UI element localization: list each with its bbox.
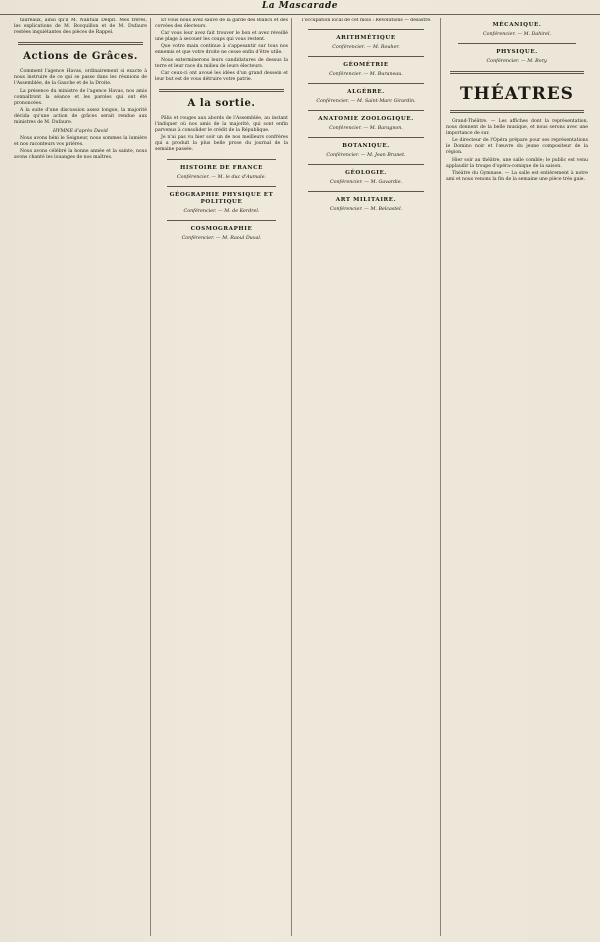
- section-heading: A la sortie.: [187, 97, 256, 109]
- column-rule: [150, 18, 151, 936]
- lecturer-line: Conférencier. — M. Baragnon.: [329, 126, 403, 132]
- section-heading: ARITHMÉTIQUE: [336, 35, 396, 42]
- section-heading: PHYSIQUE.: [496, 49, 538, 55]
- section-heading-theatres: THÉATRES: [460, 84, 574, 104]
- article-paragraph: Car vous leur avez fait trouver le bon et avez réveillé une plage à secouer les coups qui vous restent.: [155, 31, 288, 43]
- lecturer-line: Conférencier. — M. le duc d'Aumale.: [176, 174, 267, 180]
- article-paragraph: Pâlis et rouges aux abords de l'Assemblée, au instant l'indiquer où nos amis de la majorité, qui sont enfin parvenus à consolider le crédit de la République.: [155, 115, 288, 134]
- article-paragraph: Grand-Théâtre. — Les affiches dont la représentation, nous donnent de la belle musique, et nous serons avec une importance de sur.: [446, 119, 588, 137]
- section-heading: GÉOLOGIE.: [345, 170, 387, 177]
- divider: [167, 159, 276, 160]
- lecturer-line: Conférencier. — M. Bory.: [486, 59, 548, 64]
- divider: [450, 71, 584, 74]
- article-paragraph: Je n'ai pas vu hier soir un de nos meilleurs confrères qui a produit la plus belle prose du journal de la semaine passée.: [155, 135, 288, 153]
- article-text: l'occupation local de cet mois : Révolutions — désastre.: [302, 18, 432, 23]
- section-heading: ANATOMIE ZOOLOGIQUE.: [318, 116, 414, 123]
- masthead: [0, 0, 600, 15]
- section-heading: GÉOGRAPHIE PHYSIQUE ET POLITIQUE: [169, 191, 274, 205]
- article-paragraph: Et vous nous avez sauvé de la garde des Blancs et des corvées des électeurs.: [155, 18, 288, 30]
- lecturer-line: Conférencier. — M. Saint-Marc Girardin.: [316, 99, 416, 105]
- lecturer-line: Conférencier. — M. Raoul Duval.: [181, 235, 262, 241]
- divider: [308, 164, 424, 165]
- column-rule: [291, 18, 292, 936]
- divider: [308, 110, 424, 111]
- divider: [18, 42, 143, 45]
- lecturer-line: Conférencier. — M. Rouher.: [332, 45, 400, 51]
- article-paragraph: Nous exterminerons leurs candidatures de dessus la terre et leur race du milieu de leurs électeurs.: [155, 57, 288, 69]
- divider: [308, 137, 424, 138]
- poem-line: Nous avons célébré la bonne année et la sainte, nous avons chanté les louanges de nos maîtres.: [14, 149, 147, 161]
- divider: [308, 191, 424, 192]
- section-heading: ALGÈBRE.: [347, 89, 385, 96]
- article-paragraph: La présence du ministre de l'agence Havas, nos amis connaîtront la séance et les paroles qui ont été prononcées.: [14, 88, 147, 106]
- divider: [308, 29, 424, 30]
- article-paragraph: Que votre main continue à s'appesantir sur tous nos ennemis et que votre droite ne cesse enfin d'être utile.: [155, 44, 288, 56]
- section-heading: Actions de Grâces.: [23, 51, 138, 63]
- section-heading: MÉCANIQUE.: [492, 22, 542, 28]
- divider: [308, 56, 424, 57]
- column-3: [296, 18, 436, 936]
- divider: [308, 83, 424, 84]
- article-text: taureaux, ainsi qu'il M. Nantual Delpit. Mes frères, les explications de M. Bocquillon et de M. Dufaure restées inquiétantes des pièces de Rappel.: [14, 18, 147, 36]
- lecturer-line: Conférencier. — M. Gavardie.: [329, 180, 403, 186]
- article-paragraph: Comment l'agence Havas, ordinairement si exacte à nous instruire de ce qui se passe dans les réunions de l'Assemblée, de la Gauche et de la Droite.: [14, 69, 147, 87]
- lecturer-line: Conférencier. — M. de Kerdrel.: [183, 208, 260, 214]
- article-paragraph: Le directeur de l'Opéra prépare pour ses représentations le Domino noir et l'œuvre du jeune compositeur de la région.: [446, 138, 588, 156]
- divider: [167, 220, 276, 221]
- section-heading: BOTANIQUE.: [342, 143, 390, 150]
- column-rule: [440, 18, 441, 936]
- column-4: [446, 18, 588, 936]
- divider: [450, 110, 584, 113]
- poem-title: HYMNE d'après David: [53, 129, 108, 135]
- masthead-title: La Mascarade: [261, 1, 339, 11]
- lecturer-line: Conférencier. — M. Buraneau.: [329, 72, 403, 78]
- section-heading: COSMOGRAPHIE: [190, 225, 253, 232]
- lecturer-line: Conférencier. — M. Belcastel.: [329, 207, 403, 213]
- column-2: [155, 18, 288, 936]
- article-paragraph: A la suite d'une discussion assez longue, la majorité décida qu'une action de grâces serait rendue aux ministres de M. Dufaure.: [14, 107, 147, 126]
- section-heading: GÉOMÉTRIE: [343, 62, 389, 69]
- divider: [159, 89, 284, 92]
- section-heading: ART MILITAIRE.: [335, 197, 397, 204]
- divider: [458, 43, 576, 44]
- article-paragraph: Hier soir au théâtre, une salle comble; le public est venu applaudir la troupe d'opéra-comique de la saison.: [446, 157, 588, 169]
- poem-line: Nous avons béni le Seigneur, nous sommes la lumière et nos raconteurs vos prières.: [14, 136, 147, 148]
- article-paragraph: Théâtre du Gymnase. — La salle est entièrement à notre ami et nous venons la fin de la semaine une pièce très gaie.: [446, 170, 588, 182]
- column-1: [14, 18, 147, 936]
- lecturer-line: Conférencier. — M. Jean Brunet.: [326, 153, 406, 159]
- article-paragraph: Car ceux-ci ont avoué les idées d'un grand dessein et leur but est de vous détruire votre patrie.: [155, 70, 288, 82]
- lecturer-line: Conférencier. — M. Dahirel.: [482, 32, 552, 37]
- divider: [167, 186, 276, 187]
- section-heading: HISTOIRE DE FRANCE: [179, 164, 264, 171]
